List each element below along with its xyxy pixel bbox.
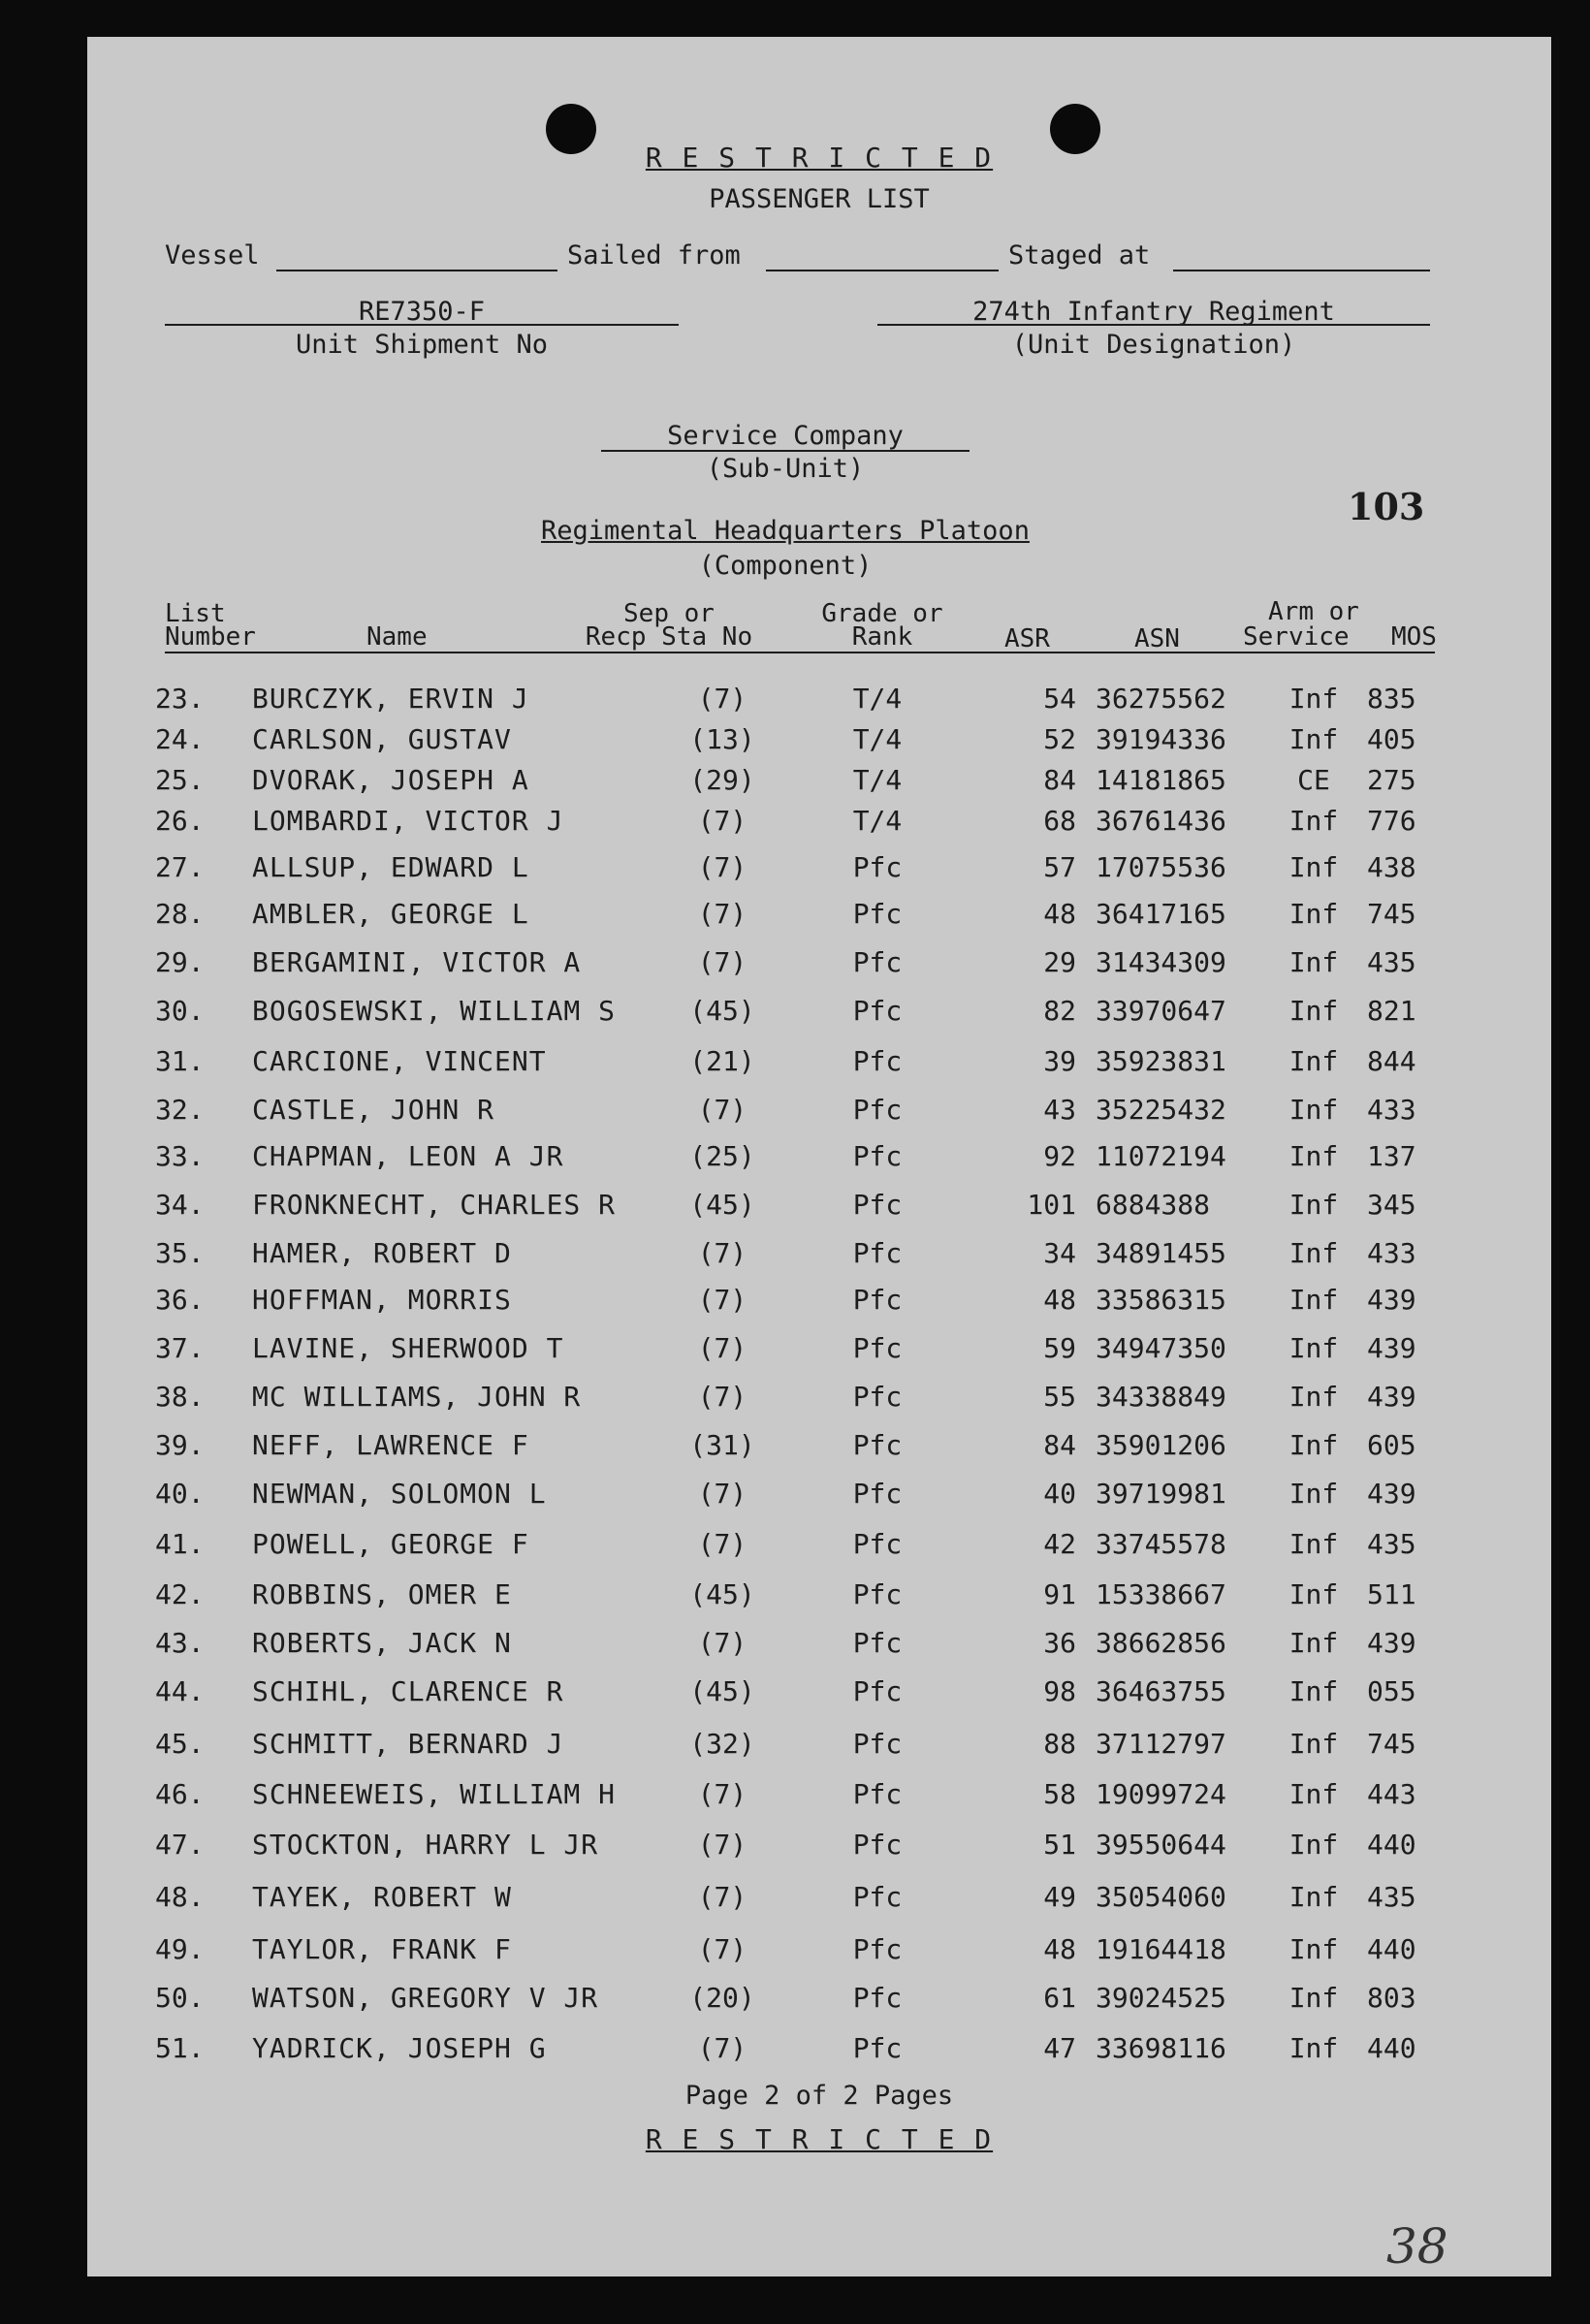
arm-service: Inf — [1288, 1284, 1339, 1316]
grade: Pfc — [852, 1094, 903, 1126]
mos-code: 835 — [1367, 683, 1416, 715]
sep-station: (7) — [697, 1778, 747, 1810]
arm-service: Inf — [1288, 1429, 1339, 1461]
arm-service: Inf — [1288, 1778, 1339, 1810]
grade: Pfc — [852, 1933, 903, 1965]
asr-score: 91 — [1043, 1578, 1076, 1610]
table-row — [87, 1284, 1551, 1322]
arm-service: Inf — [1288, 1881, 1339, 1913]
asr-score: 52 — [1043, 723, 1076, 755]
list-number: 30. — [155, 995, 205, 1027]
grade: Pfc — [852, 1332, 903, 1364]
mos-code: 439 — [1367, 1381, 1416, 1413]
arm-service: Inf — [1288, 851, 1339, 883]
mos-code: 605 — [1367, 1429, 1416, 1461]
asr-score: 92 — [1043, 1140, 1076, 1172]
mos-code: 439 — [1367, 1627, 1416, 1659]
grade: Pfc — [852, 1429, 903, 1461]
grade: Pfc — [852, 1578, 903, 1610]
list-number: 42. — [155, 1578, 205, 1610]
passenger-name: CASTLE, JOHN R — [252, 1094, 495, 1126]
passenger-name: AMBLER, GEORGE L — [252, 898, 529, 930]
asr-score: 39 — [1043, 1045, 1076, 1077]
passenger-name: CARLSON, GUSTAV — [252, 723, 512, 755]
grade: Pfc — [852, 1829, 903, 1861]
asn: 33970647 — [1096, 995, 1226, 1027]
asr-score: 43 — [1043, 1094, 1076, 1126]
restricted-footer: R E S T R I C T E D — [645, 2123, 994, 2155]
asr-score: 84 — [1043, 764, 1076, 796]
mos-code: 439 — [1367, 1332, 1416, 1364]
vessel-blank — [276, 270, 557, 271]
table-row — [87, 1829, 1551, 1867]
grade: T/4 — [852, 805, 903, 837]
asn: 35923831 — [1096, 1045, 1226, 1077]
arm-service: Inf — [1288, 995, 1339, 1027]
sailed-from-blank — [766, 270, 999, 271]
col-sep-2: Recp Sta No — [585, 622, 753, 652]
table-row — [87, 723, 1551, 762]
sep-station: (7) — [697, 946, 747, 978]
asn: 34947350 — [1096, 1332, 1226, 1364]
table-row — [87, 1045, 1551, 1084]
arm-service: Inf — [1288, 1332, 1339, 1364]
mos-code: 844 — [1367, 1045, 1416, 1077]
restricted-header: R E S T R I C T E D — [645, 142, 994, 174]
table-row — [87, 1189, 1551, 1227]
grade: Pfc — [852, 1381, 903, 1413]
passenger-name: HAMER, ROBERT D — [252, 1237, 512, 1269]
asn: 35225432 — [1096, 1094, 1226, 1126]
sep-station: (13) — [689, 723, 755, 755]
table-row — [87, 1982, 1551, 2021]
asn: 33698116 — [1096, 2032, 1226, 2064]
arm-service: Inf — [1288, 1578, 1339, 1610]
mos-code: 275 — [1367, 764, 1416, 796]
asn: 14181865 — [1096, 764, 1226, 796]
sep-station: (7) — [697, 683, 747, 715]
asn: 38662856 — [1096, 1627, 1226, 1659]
grade: Pfc — [852, 1982, 903, 2014]
mos-code: 435 — [1367, 946, 1416, 978]
arm-service: Inf — [1288, 1189, 1339, 1221]
component-label: (Component) — [698, 551, 873, 581]
grade: Pfc — [852, 1140, 903, 1172]
sep-station: (29) — [689, 764, 755, 796]
asr-score: 48 — [1043, 1284, 1076, 1316]
col-sep-1: Sep or — [623, 599, 715, 628]
asr-score: 42 — [1043, 1528, 1076, 1560]
arm-service: Inf — [1288, 723, 1339, 755]
list-number: 28. — [155, 898, 205, 930]
asn: 35901206 — [1096, 1429, 1226, 1461]
passenger-name: DVORAK, JOSEPH A — [252, 764, 529, 796]
sep-station: (45) — [689, 1675, 755, 1707]
mos-code: 435 — [1367, 1528, 1416, 1560]
arm-service: Inf — [1288, 683, 1339, 715]
arm-service: Inf — [1288, 1045, 1339, 1077]
sep-station: (45) — [689, 1578, 755, 1610]
passenger-name: BERGAMINI, VICTOR A — [252, 946, 582, 978]
list-number: 50. — [155, 1982, 205, 2014]
asr-score: 58 — [1043, 1778, 1076, 1810]
asr-score: 49 — [1043, 1881, 1076, 1913]
asn: 11072194 — [1096, 1140, 1226, 1172]
grade: Pfc — [852, 1284, 903, 1316]
table-row — [87, 1728, 1551, 1767]
grade: T/4 — [852, 683, 903, 715]
mos-code: 438 — [1367, 851, 1416, 883]
col-grade-2: Rank — [851, 622, 913, 652]
grade: Pfc — [852, 1189, 903, 1221]
asr-score: 59 — [1043, 1332, 1076, 1364]
asr-score: 36 — [1043, 1627, 1076, 1659]
sub-unit: Service Company — [667, 421, 904, 451]
passenger-name: SCHNEEWEIS, WILLIAM H — [252, 1778, 617, 1810]
sep-station: (7) — [697, 1933, 747, 1965]
list-number: 31. — [155, 1045, 205, 1077]
passenger-name: TAYLOR, FRANK F — [252, 1933, 512, 1965]
table-row — [87, 805, 1551, 844]
table-row — [87, 1094, 1551, 1132]
col-grade-1: Grade or — [821, 599, 943, 628]
mos-code: 745 — [1367, 898, 1416, 930]
asr-score: 34 — [1043, 1237, 1076, 1269]
asr-score: 48 — [1043, 898, 1076, 930]
sep-station: (31) — [689, 1429, 755, 1461]
table-row — [87, 898, 1551, 937]
asn: 36761436 — [1096, 805, 1226, 837]
passenger-name: LAVINE, SHERWOOD T — [252, 1332, 564, 1364]
mos-code: 443 — [1367, 1778, 1416, 1810]
sep-station: (7) — [697, 1528, 747, 1560]
col-list-number-2: Number — [165, 622, 256, 652]
arm-service: Inf — [1288, 1982, 1339, 2014]
asn: 37112797 — [1096, 1728, 1226, 1760]
table-row — [87, 946, 1551, 985]
table-row — [87, 1778, 1551, 1817]
table-row — [87, 764, 1551, 803]
asr-score: 51 — [1043, 1829, 1076, 1861]
grade: Pfc — [852, 995, 903, 1027]
passenger-name: FRONKNECHT, CHARLES R — [252, 1189, 617, 1221]
arm-service: Inf — [1288, 2032, 1339, 2064]
document-page — [87, 37, 1551, 2276]
list-number: 23. — [155, 683, 205, 715]
list-number: 33. — [155, 1140, 205, 1172]
list-number: 49. — [155, 1933, 205, 1965]
grade: Pfc — [852, 898, 903, 930]
mos-code: 439 — [1367, 1284, 1416, 1316]
mos-code: 433 — [1367, 1094, 1416, 1126]
sep-station: (45) — [689, 1189, 755, 1221]
unit-designation-label: (Unit Designation) — [1011, 330, 1296, 360]
col-asr: ASR — [1004, 624, 1050, 653]
table-row — [87, 1478, 1551, 1516]
arm-service: Inf — [1288, 1728, 1339, 1760]
passenger-name: NEFF, LAWRENCE F — [252, 1429, 529, 1461]
arm-service: Inf — [1288, 805, 1339, 837]
mos-code: 439 — [1367, 1478, 1416, 1510]
grade: T/4 — [852, 723, 903, 755]
asn: 33745578 — [1096, 1528, 1226, 1560]
arm-service: Inf — [1288, 1478, 1339, 1510]
asn: 35054060 — [1096, 1881, 1226, 1913]
table-row — [87, 1332, 1551, 1371]
passenger-name: CARCIONE, VINCENT — [252, 1045, 547, 1077]
list-number: 38. — [155, 1381, 205, 1413]
arm-service: Inf — [1288, 1627, 1339, 1659]
arm-service: Inf — [1288, 1829, 1339, 1861]
arm-service: Inf — [1288, 1094, 1339, 1126]
list-number: 39. — [155, 1429, 205, 1461]
sep-station: (7) — [697, 898, 747, 930]
grade: Pfc — [852, 1778, 903, 1810]
sep-station: (7) — [697, 1237, 747, 1269]
grade: Pfc — [852, 2032, 903, 2064]
page-indicator: Page 2 of 2 Pages — [684, 2081, 954, 2111]
list-number: 34. — [155, 1189, 205, 1221]
list-number: 40. — [155, 1478, 205, 1510]
list-number: 26. — [155, 805, 205, 837]
list-number: 35. — [155, 1237, 205, 1269]
unit-designation: 274th Infantry Regiment — [972, 297, 1335, 327]
grade: Pfc — [852, 1237, 903, 1269]
sep-station: (7) — [697, 1881, 747, 1913]
asr-score: 54 — [1043, 683, 1076, 715]
grade: Pfc — [852, 1627, 903, 1659]
mos-code: 511 — [1367, 1578, 1416, 1610]
passenger-name: CHAPMAN, LEON A JR — [252, 1140, 564, 1172]
table-row — [87, 1881, 1551, 1920]
grade: Pfc — [852, 1675, 903, 1707]
mos-code: 803 — [1367, 1982, 1416, 2014]
list-number: 25. — [155, 764, 205, 796]
asn: 36275562 — [1096, 683, 1226, 715]
asn: 33586315 — [1096, 1284, 1226, 1316]
grade: Pfc — [852, 851, 903, 883]
table-row — [87, 995, 1551, 1034]
table-row — [87, 1237, 1551, 1276]
arm-service: Inf — [1288, 1528, 1339, 1560]
list-number: 48. — [155, 1881, 205, 1913]
vessel-label: Vessel — [165, 240, 260, 271]
sep-station: (7) — [697, 1284, 747, 1316]
sep-station: (7) — [697, 1381, 747, 1413]
mos-code: 405 — [1367, 723, 1416, 755]
asr-score: 98 — [1043, 1675, 1076, 1707]
passenger-name: ROBBINS, OMER E — [252, 1578, 512, 1610]
table-row — [87, 1429, 1551, 1468]
col-list-number-1: List — [165, 599, 226, 628]
list-number: 24. — [155, 723, 205, 755]
list-number: 41. — [155, 1528, 205, 1560]
staged-at-label: Staged at — [1008, 240, 1151, 271]
arm-service: Inf — [1288, 1140, 1339, 1172]
sep-station: (20) — [689, 1982, 755, 2014]
asr-score: 68 — [1043, 805, 1076, 837]
asn: 6884388 — [1096, 1189, 1211, 1221]
asn: 17075536 — [1096, 851, 1226, 883]
sep-station: (25) — [689, 1140, 755, 1172]
list-number: 47. — [155, 1829, 205, 1861]
passenger-name: NEWMAN, SOLOMON L — [252, 1478, 547, 1510]
unit-shipment-label: Unit Shipment No — [295, 330, 549, 360]
asn: 19099724 — [1096, 1778, 1226, 1810]
asn: 34338849 — [1096, 1381, 1226, 1413]
list-number: 45. — [155, 1728, 205, 1760]
list-number: 51. — [155, 2032, 205, 2064]
passenger-name: ROBERTS, JACK N — [252, 1627, 512, 1659]
handwritten-page-number: 38 — [1386, 2218, 1448, 2275]
arm-service: Inf — [1288, 898, 1339, 930]
asn: 39194336 — [1096, 723, 1226, 755]
list-number: 37. — [155, 1332, 205, 1364]
table-row — [87, 1627, 1551, 1666]
header-rule — [165, 652, 1435, 653]
sep-station: (7) — [697, 851, 747, 883]
passenger-name: BURCZYK, ERVIN J — [252, 683, 529, 715]
unit-shipment-number: RE7350-F — [358, 297, 486, 327]
mos-code: 776 — [1367, 805, 1416, 837]
sep-station: (7) — [697, 1478, 747, 1510]
grade: Pfc — [852, 1728, 903, 1760]
grade: Pfc — [852, 1881, 903, 1913]
sailed-from-label: Sailed from — [567, 240, 741, 271]
passenger-name: TAYEK, ROBERT W — [252, 1881, 512, 1913]
sub-unit-label: (Sub-Unit) — [706, 454, 865, 484]
sep-station: (7) — [697, 2032, 747, 2064]
list-number: 32. — [155, 1094, 205, 1126]
list-number: 36. — [155, 1284, 205, 1316]
mos-code: 440 — [1367, 1829, 1416, 1861]
grade: Pfc — [852, 946, 903, 978]
list-number: 46. — [155, 1778, 205, 1810]
asn: 39024525 — [1096, 1982, 1226, 2014]
mos-code: 433 — [1367, 1237, 1416, 1269]
arm-service: Inf — [1288, 1675, 1339, 1707]
sep-station: (45) — [689, 995, 755, 1027]
asn: 19164418 — [1096, 1933, 1226, 1965]
mos-code: 821 — [1367, 995, 1416, 1027]
col-arm-1: Arm or — [1268, 597, 1359, 626]
table-row — [87, 683, 1551, 721]
list-number: 29. — [155, 946, 205, 978]
arm-service: Inf — [1288, 1381, 1339, 1413]
table-row — [87, 1381, 1551, 1419]
table-row — [87, 1933, 1551, 1972]
col-asn: ASN — [1134, 624, 1180, 653]
arm-service: Inf — [1288, 1933, 1339, 1965]
asr-score: 84 — [1043, 1429, 1076, 1461]
table-row — [87, 1140, 1551, 1179]
passenger-name: SCHMITT, BERNARD J — [252, 1728, 564, 1760]
passenger-name: SCHIHL, CLARENCE R — [252, 1675, 564, 1707]
asn: 34891455 — [1096, 1237, 1226, 1269]
sep-station: (7) — [697, 1627, 747, 1659]
passenger-name: BOGOSEWSKI, WILLIAM S — [252, 995, 617, 1027]
asn: 31434309 — [1096, 946, 1226, 978]
passenger-name: POWELL, GEORGE F — [252, 1528, 529, 1560]
staged-at-blank — [1173, 270, 1430, 271]
table-row — [87, 1578, 1551, 1617]
component: Regimental Headquarters Platoon — [541, 516, 1030, 546]
asn: 36417165 — [1096, 898, 1226, 930]
sep-station: (7) — [697, 1094, 747, 1126]
passenger-name: ALLSUP, EDWARD L — [252, 851, 529, 883]
asr-score: 47 — [1043, 2032, 1076, 2064]
arm-service: CE — [1297, 764, 1330, 796]
list-number: 44. — [155, 1675, 205, 1707]
mos-code: 745 — [1367, 1728, 1416, 1760]
table-row — [87, 2032, 1551, 2071]
mos-code: 137 — [1367, 1140, 1416, 1172]
passenger-name: STOCKTON, HARRY L JR — [252, 1829, 599, 1861]
asr-score: 61 — [1043, 1982, 1076, 2014]
mos-code: 440 — [1367, 1933, 1416, 1965]
asr-score: 88 — [1043, 1728, 1076, 1760]
list-number: 27. — [155, 851, 205, 883]
table-row — [87, 851, 1551, 890]
passenger-name: LOMBARDI, VICTOR J — [252, 805, 564, 837]
asn: 39550644 — [1096, 1829, 1226, 1861]
grade: Pfc — [852, 1045, 903, 1077]
arm-service: Inf — [1288, 1237, 1339, 1269]
asr-score: 57 — [1043, 851, 1076, 883]
sep-station: (21) — [689, 1045, 755, 1077]
table-row — [87, 1528, 1551, 1567]
passenger-name: WATSON, GREGORY V JR — [252, 1982, 599, 2014]
table-row — [87, 1675, 1551, 1714]
asn: 36463755 — [1096, 1675, 1226, 1707]
col-name: Name — [366, 622, 428, 652]
mos-code: 055 — [1367, 1675, 1416, 1707]
document-title: PASSENGER LIST — [709, 184, 930, 214]
sep-station: (7) — [697, 1829, 747, 1861]
asn: 39719981 — [1096, 1478, 1226, 1510]
page-stamp: 103 — [1348, 485, 1425, 528]
asr-score: 101 — [1027, 1189, 1076, 1221]
passenger-name: HOFFMAN, MORRIS — [252, 1284, 512, 1316]
asr-score: 29 — [1043, 946, 1076, 978]
list-number: 43. — [155, 1627, 205, 1659]
sep-station: (32) — [689, 1728, 755, 1760]
sep-station: (7) — [697, 805, 747, 837]
col-mos: MOS — [1391, 622, 1437, 652]
passenger-name: MC WILLIAMS, JOHN R — [252, 1381, 582, 1413]
passenger-name: YADRICK, JOSEPH G — [252, 2032, 547, 2064]
mos-code: 440 — [1367, 2032, 1416, 2064]
mos-code: 345 — [1367, 1189, 1416, 1221]
asr-score: 82 — [1043, 995, 1076, 1027]
asn: 15338667 — [1096, 1578, 1226, 1610]
mos-code: 435 — [1367, 1881, 1416, 1913]
asr-score: 55 — [1043, 1381, 1076, 1413]
asr-score: 48 — [1043, 1933, 1076, 1965]
sep-station: (7) — [697, 1332, 747, 1364]
grade: T/4 — [852, 764, 903, 796]
arm-service: Inf — [1288, 946, 1339, 978]
col-arm-2: Service — [1243, 622, 1350, 652]
grade: Pfc — [852, 1478, 903, 1510]
grade: Pfc — [852, 1528, 903, 1560]
asr-score: 40 — [1043, 1478, 1076, 1510]
